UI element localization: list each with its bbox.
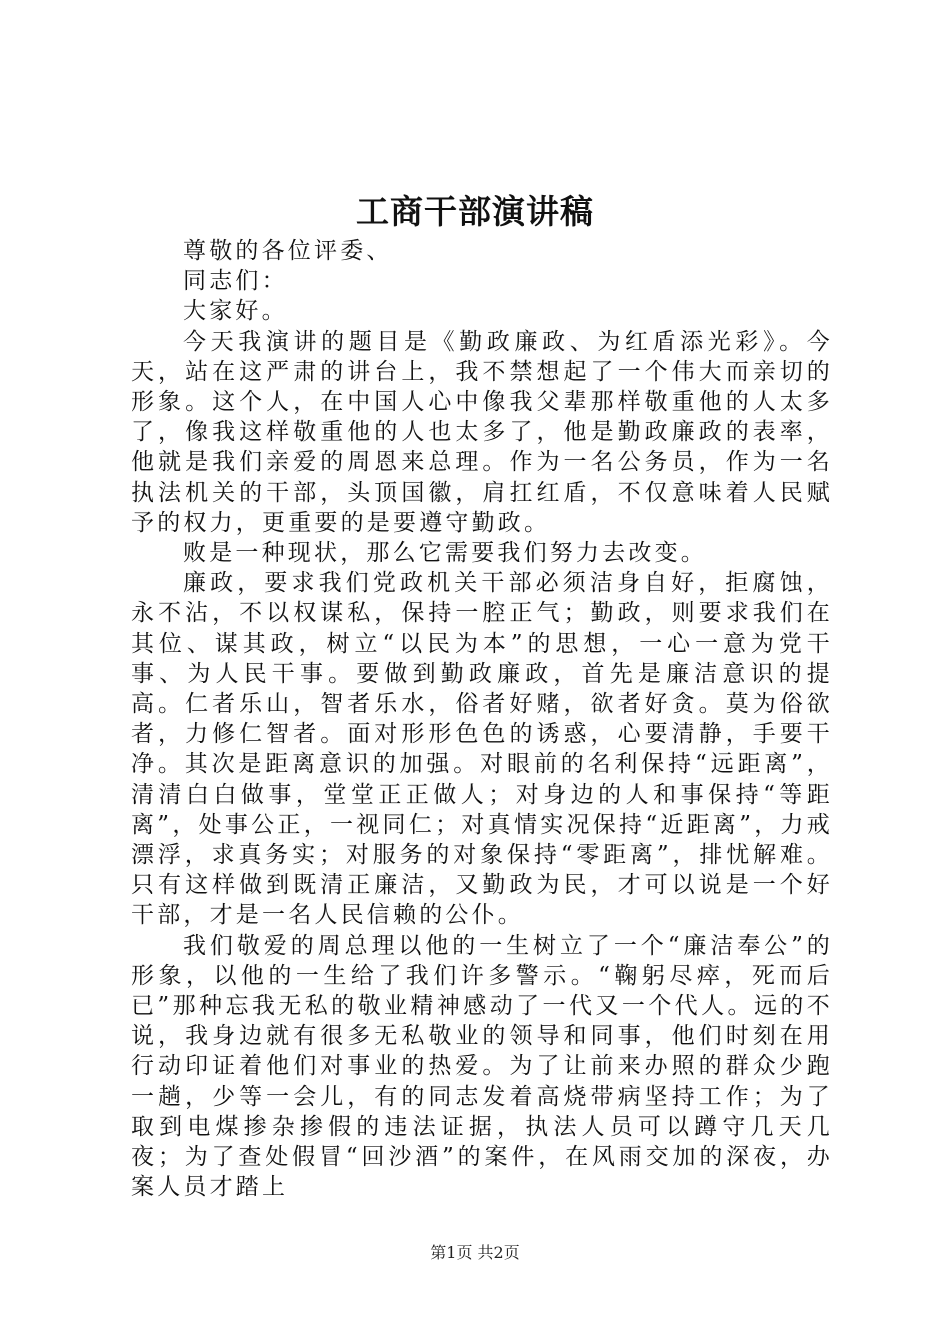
salutation-paragraph: 尊敬的各位评委、 <box>183 238 393 264</box>
body-paragraph: 今天我演讲的题目是《勤政廉政、为红盾添光彩》。今天，站在这严肃的讲台上，我不禁想起了一个伟大而亲切的形象。这个人，在中国人心中像我父辈那样敬重他的人太多了，像我这样敬重他的人也太多了，他是勤政廉政的表率，他就是我们亲爱的周恩来总理。作为一名公务员，作为一名执法机关的干部，头顶国徽，肩扛红盾，不仅意味着人民赋予的权力，更重要的是要遵守勤政。 <box>131 328 833 536</box>
salutation-paragraph: 同志们： <box>183 268 288 295</box>
body-paragraph: 我们敬爱的周总理以他的一生树立了一个“廉洁奉公”的形象，以他的一生给了我们许多警示。“鞠躬尽瘁，死而后已”那种忘我无私的敬业精神感动了一代又一个代人。远的不说，我身边就有很多无私敬业的领导和同事，他们时刻在用行动印证着他们对事业的热爱。为了让前来办照的群众少跑一趟，少等一会儿，有的同志发着高烧带病坚持工作；为了取到电煤掺杂掺假的违法证据，执法人员可以蹲守几天几夜；为了查处假冒“回沙酒”的案件，在风雨交加的深夜，办案人员才踏上 <box>131 932 833 1201</box>
document-title: 工商干部演讲稿 <box>356 192 594 231</box>
body-paragraph: 败是一种现状，那么它需要我们努力去改变。 <box>183 540 707 567</box>
page-footer: 第1页 共2页 <box>430 1243 520 1262</box>
greeting-paragraph: 大家好。 <box>183 298 288 325</box>
body-paragraph: 廉政，要求我们党政机关干部必须洁身自好，拒腐蚀，永不沾，不以权谋私，保持一腔正气；勤政，则要求我们在其位、谋其政，树立“以民为本”的思想，一心一意为党干事、为人民干事。要做到勤政廉政，首先是廉洁意识的提高。仁者乐山，智者乐水，俗者好赌，欲者好贪。莫为俗欲者，力修仁智者。面对形形色色的诱惑，心要清静，手要干净。其次是距离意识的加强。对眼前的名利保持“远距离”，清清白白做事，堂堂正正做人；对身边的人和事保持“等距离”，处事公正，一视同仁；对真情实况保持“近距离”，力戒漂浮，求真务实；对服务的对象保持“零距离”，排忧解难。只有这样做到既清正廉洁，又勤政为民，才可以说是一个好干部，才是一名人民信赖的公仆。 <box>131 570 833 929</box>
document-body <box>131 236 833 1203</box>
